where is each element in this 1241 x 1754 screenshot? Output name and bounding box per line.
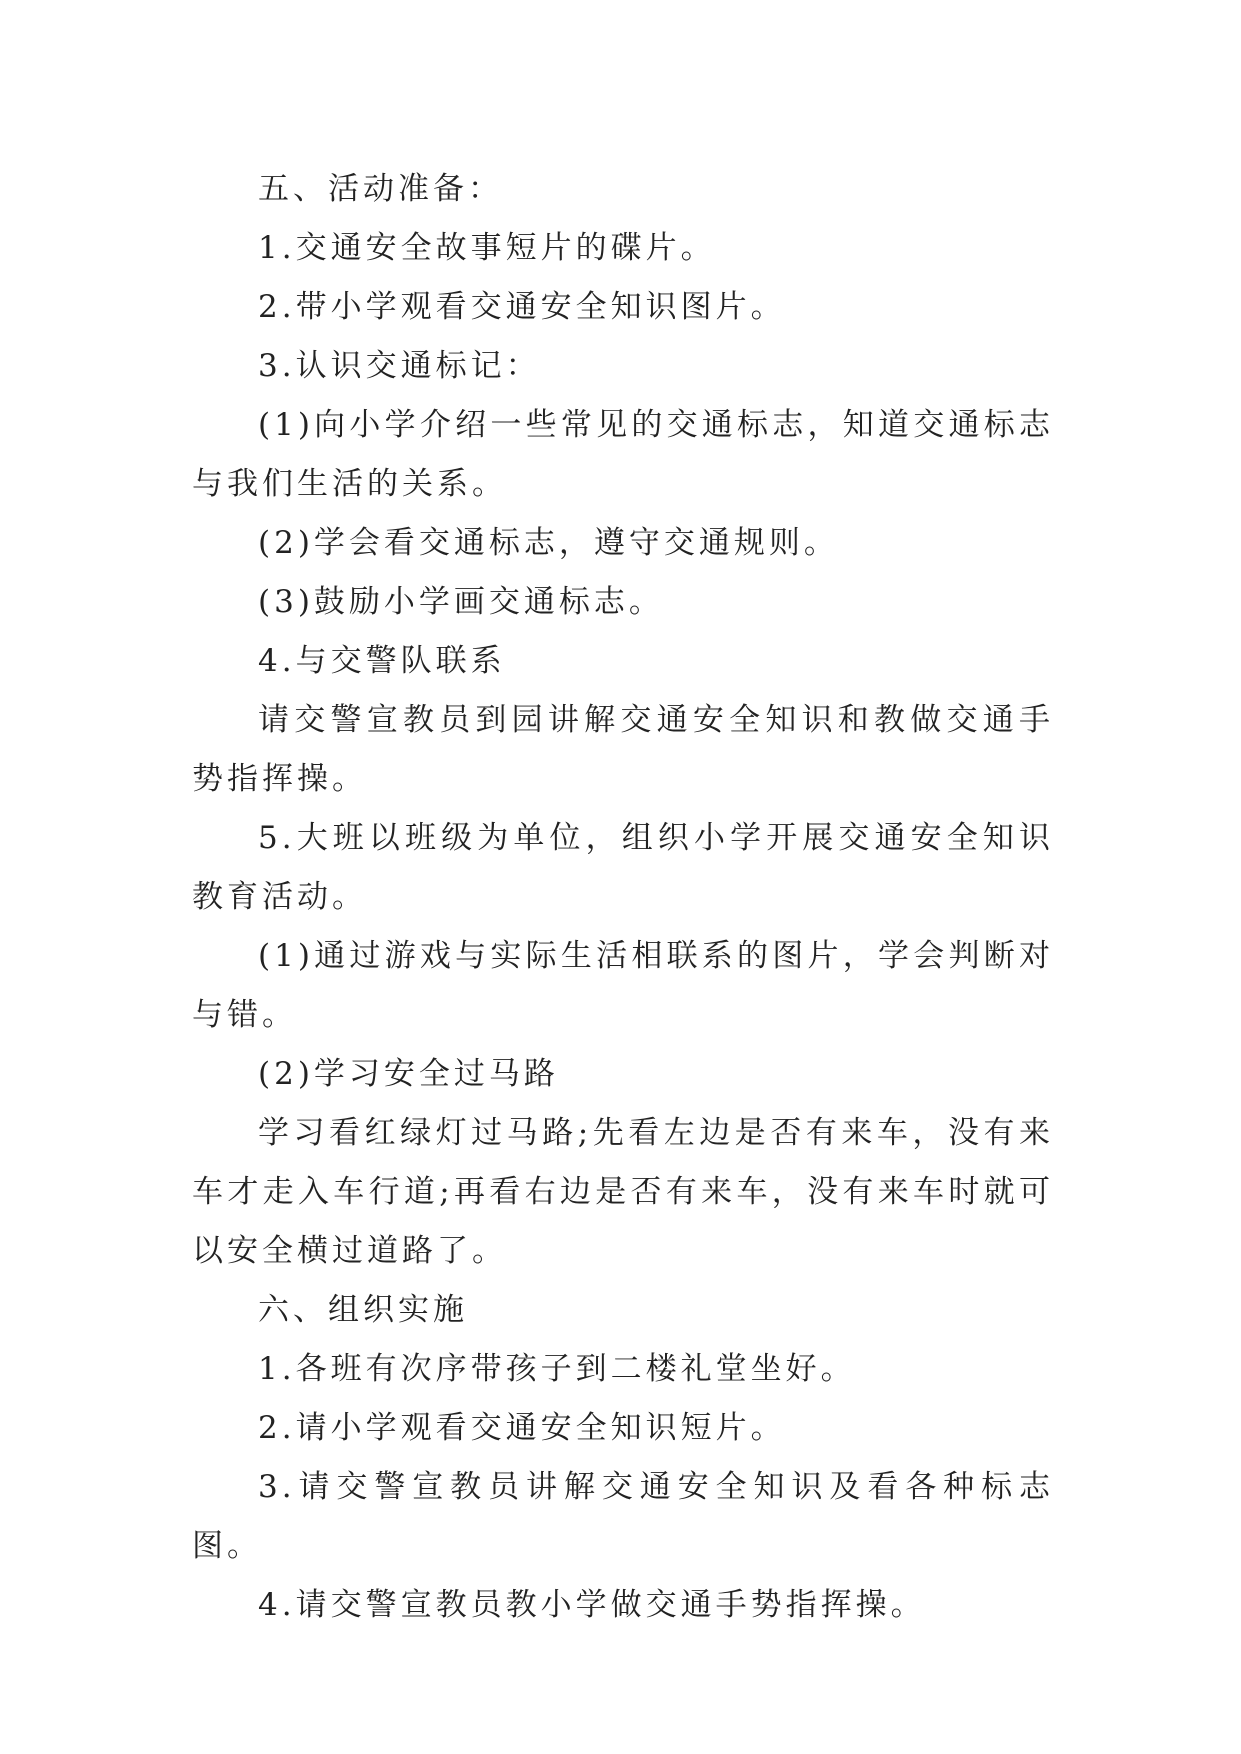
paragraph: 4.与交警队联系 (258, 643, 506, 679)
paragraph: (2)学习安全过马路 (258, 1056, 559, 1092)
paragraph: 3.请交警宣教员讲解交通安全知识及看各种标志图。 (192, 1469, 1054, 1564)
section-heading-preparation: 五、活动准备： (258, 171, 503, 207)
paragraph: (1)向小学介绍一些常见的交通标志，知道交通标志与我们生活的关系。 (192, 407, 1054, 502)
paragraph: 5.大班以班级为单位，组织小学开展交通安全知识教育活动。 (192, 820, 1054, 915)
paragraph: 1.交通安全故事短片的碟片。 (258, 230, 716, 266)
paragraph: (2)学会看交通标志，遵守交通规则。 (258, 525, 839, 561)
paragraph: 3.认识交通标记： (258, 348, 541, 384)
paragraph: 2.请小学观看交通安全知识短片。 (258, 1410, 786, 1446)
paragraph: (3)鼓励小学画交通标志。 (258, 584, 664, 620)
document-body (192, 160, 1054, 1635)
paragraph: 1.各班有次序带孩子到二楼礼堂坐好。 (258, 1351, 856, 1387)
section-heading-implementation: 六、组织实施 (258, 1292, 468, 1328)
paragraph: 学习看红绿灯过马路;先看左边是否有来车，没有来车才走入车行道;再看右边是否有来车，没有来车时就可以安全横过道路了。 (192, 1115, 1054, 1269)
paragraph: 4.请交警宣教员教小学做交通手势指挥操。 (258, 1587, 926, 1623)
paragraph: (1)通过游戏与实际生活相联系的图片，学会判断对与错。 (192, 938, 1054, 1033)
paragraph: 请交警宣教员到园讲解交通安全知识和教做交通手势指挥操。 (192, 702, 1054, 797)
paragraph: 2.带小学观看交通安全知识图片。 (258, 289, 786, 325)
